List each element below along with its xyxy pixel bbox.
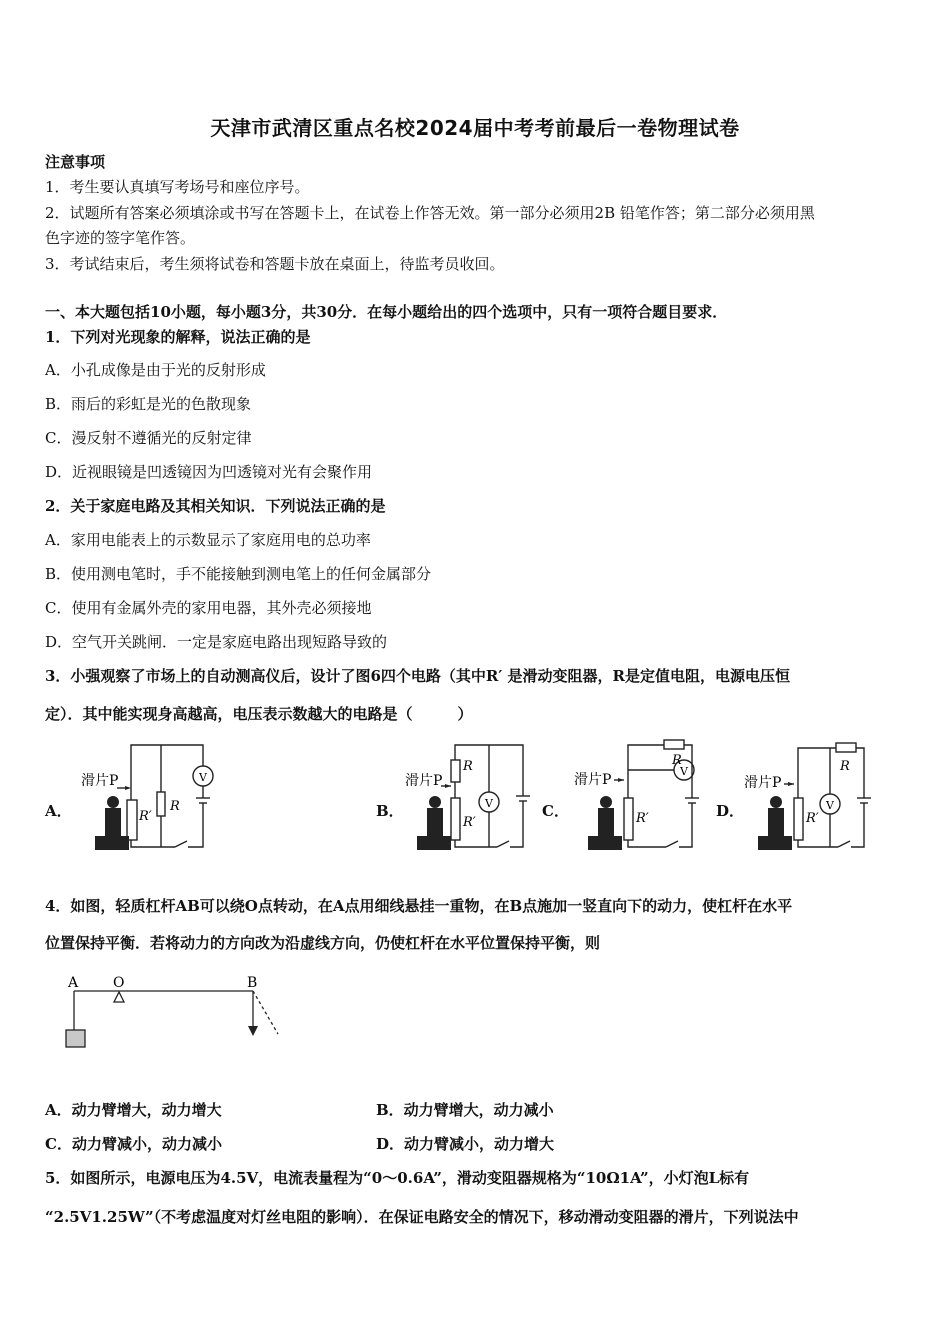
notice-item: 1．考生要认真填写考场号和座位序号。 bbox=[45, 178, 310, 196]
q3-option-b-letter: B． bbox=[376, 802, 404, 820]
notice-item: 3．考试结束后，考生须将试卷和答题卡放在桌面上，待监考员收回。 bbox=[45, 255, 505, 273]
question-1-stem: 1．下列对光现象的解释，说法正确的是 bbox=[45, 328, 311, 346]
question-3-stem-cont: 定）．其中能实现身高越高，电压表示数越大的电路是（ ） bbox=[45, 705, 473, 723]
point-a-label: A bbox=[68, 975, 79, 991]
resistor-label: R bbox=[170, 799, 180, 814]
rheostat-label: R′ bbox=[806, 811, 819, 826]
slider-label: 滑片P bbox=[744, 775, 782, 791]
slider-label: 滑片P bbox=[81, 773, 119, 789]
q3-option-c-letter: C． bbox=[542, 802, 569, 820]
resistor-label: R bbox=[840, 759, 850, 774]
question-5-stem-cont: “2.5V1.25W”（不考虑温度对灯丝电阻的影响）．在保证电路安全的情况下，移动滑动变阻器的滑片，下列说法中 bbox=[45, 1208, 799, 1226]
notice-item: 色字迹的签字笔作答。 bbox=[45, 229, 196, 247]
q1-option-a: A．小孔成像是由于光的反射形成 bbox=[45, 361, 266, 379]
q2-option-b: B．使用测电笔时，手不能接触到测电笔上的任何金属部分 bbox=[45, 565, 432, 583]
q3-option-d-letter: D． bbox=[716, 802, 745, 820]
slider-label: 滑片P bbox=[405, 773, 443, 789]
question-4-stem: 4．如图，轻质杠杆AB可以绕O点转动，在A点用细线悬挂一重物，在B点施加一竖直向下的动力，使杠杆在水平 bbox=[45, 897, 793, 915]
circuit-diagram-d bbox=[744, 740, 879, 855]
rheostat-label: R′ bbox=[139, 809, 152, 824]
q1-option-c: C．漫反射不遵循光的反射定律 bbox=[45, 429, 252, 447]
circuit-diagram-a bbox=[75, 740, 225, 855]
point-b-label: B bbox=[247, 975, 258, 991]
q2-option-c: C．使用有金属外壳的家用电器，其外壳必须接地 bbox=[45, 599, 372, 617]
section-heading: 一、本大题包括10小题，每小题3分，共30分．在每小题给出的四个选项中，只有一项符合题目要求． bbox=[45, 303, 728, 321]
question-4-stem-cont: 位置保持平衡．若将动力的方向改为沿虚线方向，仍使杠杆在水平位置保持平衡，则 bbox=[45, 934, 601, 952]
voltmeter-label: V bbox=[826, 799, 834, 812]
q1-option-d: D．近视眼镜是凹透镜因为凹透镜对光有会聚作用 bbox=[45, 463, 373, 481]
question-5-stem: 5．如图所示，电源电压为4.5V，电流表量程为“0～0.6A”，滑动变阻器规格为“10Ω1A”，小灯泡L标有 bbox=[45, 1169, 750, 1187]
resistor-label: R bbox=[672, 753, 682, 768]
notice-item: 2．试题所有答案必须填涂或书写在答题卡上，在试卷上作答无效。第一部分必须用2B 铅笔作答；第二部分必须用黑 bbox=[45, 204, 815, 222]
notice-heading: 注意事项 bbox=[45, 153, 106, 171]
question-3-stem: 3．小强观察了市场上的自动测高仪后，设计了图6四个电路（其中R′ 是滑动变阻器，R是定值电阻，电源电压恒 bbox=[45, 667, 790, 685]
circuit-diagram-c bbox=[574, 740, 709, 855]
circuit-diagram-b bbox=[405, 740, 540, 855]
question-2-stem: 2．关于家庭电路及其相关知识．下列说法正确的是 bbox=[45, 497, 386, 515]
q2-option-a: A．家用电能表上的示数显示了家庭用电的总功率 bbox=[45, 531, 371, 549]
voltmeter-label: V bbox=[485, 797, 493, 810]
page-title: 天津市武清区重点名校2024届中考考前最后一卷物理试卷 bbox=[210, 116, 740, 140]
slider-label: 滑片P bbox=[574, 772, 612, 788]
q4-option-a: A．动力臂增大，动力增大 bbox=[45, 1101, 222, 1119]
lever-diagram bbox=[60, 972, 290, 1057]
resistor-label: R bbox=[463, 759, 473, 774]
pivot-o-label: O bbox=[113, 975, 125, 991]
rheostat-label: R′ bbox=[636, 811, 649, 826]
q4-option-b: B．动力臂增大，动力减小 bbox=[376, 1101, 554, 1119]
q4-option-d: D．动力臂减小，动力增大 bbox=[376, 1135, 555, 1153]
q4-option-c: C．动力臂减小，动力减小 bbox=[45, 1135, 222, 1153]
q2-option-d: D．空气开关跳闸．一定是家庭电路出现短路导致的 bbox=[45, 633, 388, 651]
rheostat-label: R′ bbox=[463, 815, 476, 830]
q1-option-b: B．雨后的彩虹是光的色散现象 bbox=[45, 395, 252, 413]
q3-option-a-letter: A． bbox=[45, 802, 72, 820]
voltmeter-label: V bbox=[199, 771, 207, 784]
voltmeter-label: V bbox=[680, 765, 688, 778]
